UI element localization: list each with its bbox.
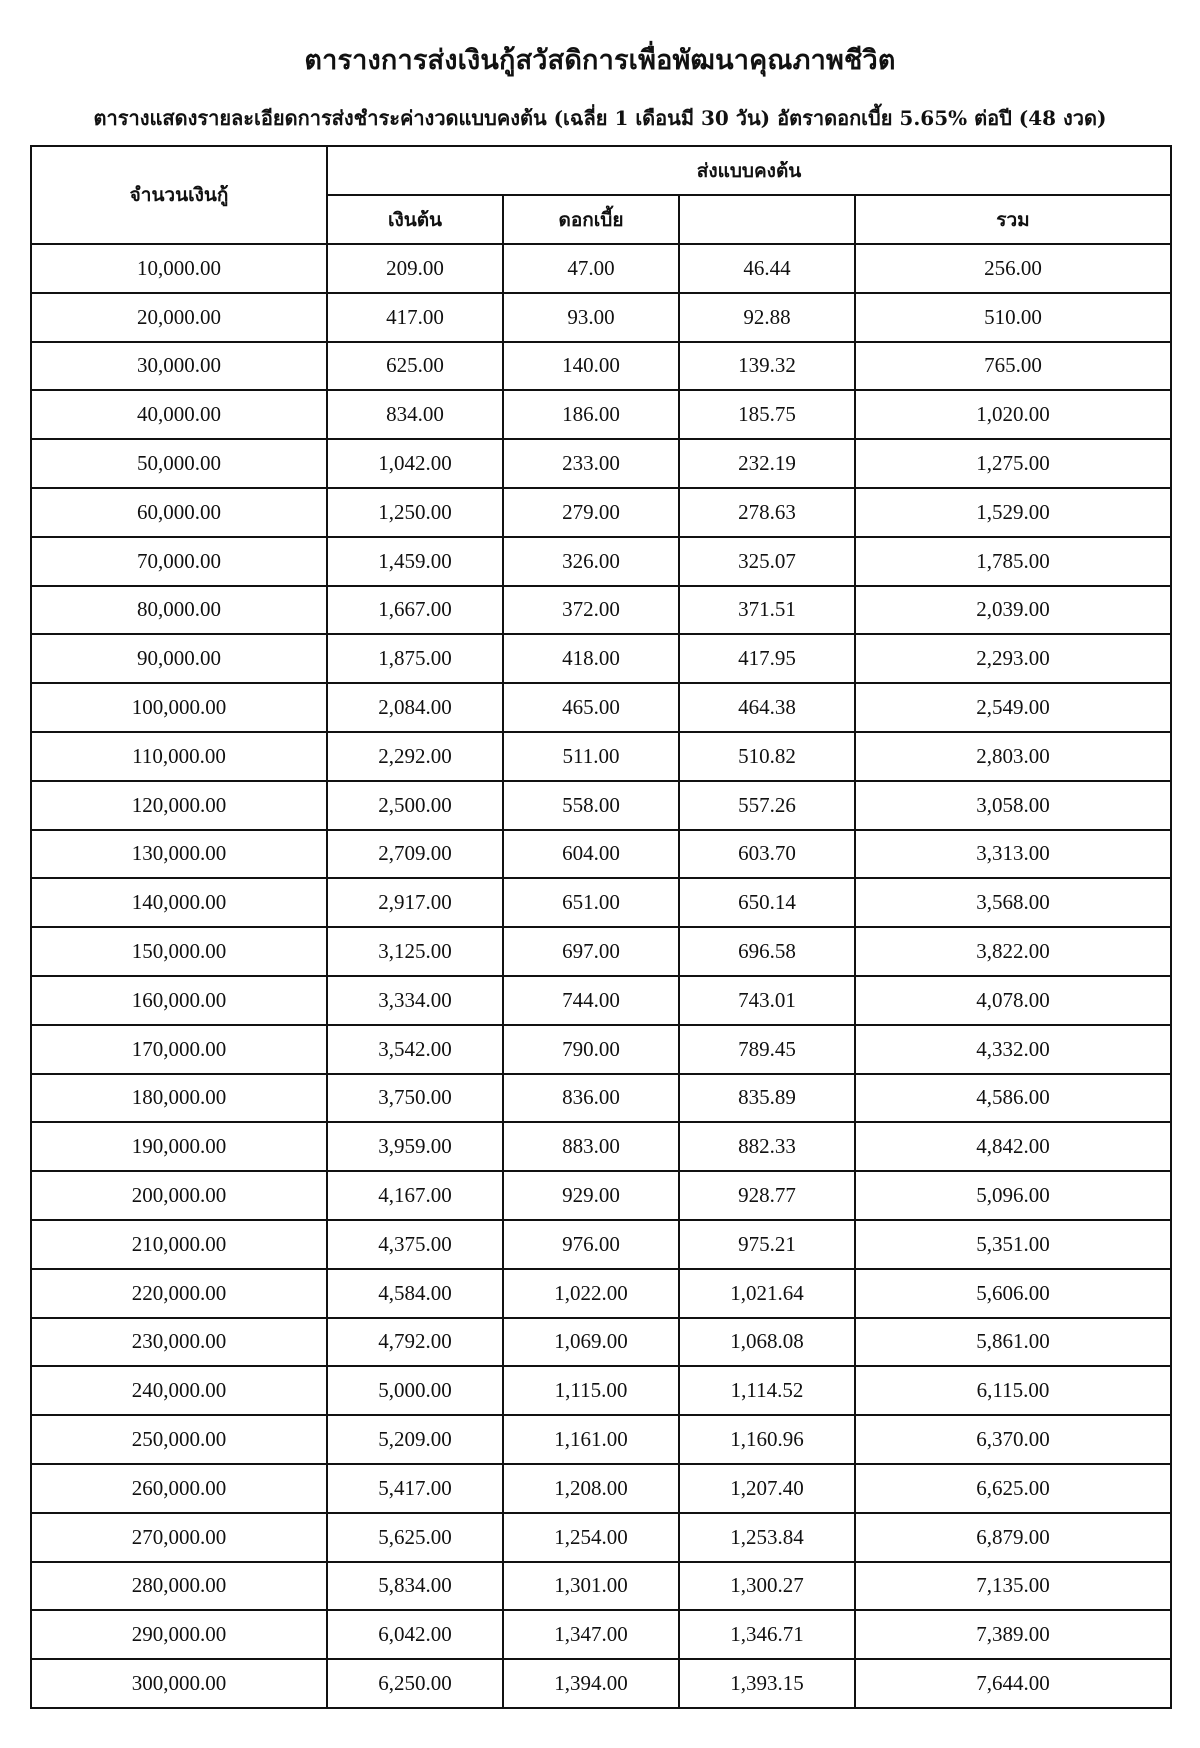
cell-principal: 2,500.00 (327, 781, 503, 830)
cell-loan-amount: 260,000.00 (31, 1464, 327, 1513)
cell-principal: 2,292.00 (327, 732, 503, 781)
cell-total: 510.00 (855, 293, 1171, 342)
cell-loan-amount: 250,000.00 (31, 1415, 327, 1464)
cell-loan-amount: 160,000.00 (31, 976, 327, 1025)
cell-loan-amount: 80,000.00 (31, 586, 327, 635)
table-row (31, 1318, 1171, 1367)
cell-interest: 465.00 (503, 683, 679, 732)
cell-interest: 279.00 (503, 488, 679, 537)
cell-exact-interest: 1,300.27 (679, 1562, 855, 1611)
header-loan-amount: จำนวนเงินกู้ (31, 146, 327, 244)
cell-interest: 418.00 (503, 634, 679, 683)
cell-exact-interest: 464.38 (679, 683, 855, 732)
cell-interest: 1,301.00 (503, 1562, 679, 1611)
cell-exact-interest: 92.88 (679, 293, 855, 342)
cell-total: 4,586.00 (855, 1074, 1171, 1123)
cell-exact-interest: 325.07 (679, 537, 855, 586)
cell-exact-interest: 46.44 (679, 244, 855, 293)
cell-total: 3,058.00 (855, 781, 1171, 830)
cell-total: 6,625.00 (855, 1464, 1171, 1513)
cell-loan-amount: 300,000.00 (31, 1659, 327, 1708)
table-body (31, 244, 1171, 1708)
cell-principal: 6,250.00 (327, 1659, 503, 1708)
table-row (31, 488, 1171, 537)
cell-loan-amount: 10,000.00 (31, 244, 327, 293)
header-interest: ดอกเบี้ย (503, 195, 679, 244)
cell-exact-interest: 278.63 (679, 488, 855, 537)
cell-exact-interest: 1,253.84 (679, 1513, 855, 1562)
cell-principal: 3,125.00 (327, 927, 503, 976)
cell-loan-amount: 140,000.00 (31, 878, 327, 927)
table-row (31, 634, 1171, 683)
cell-total: 3,822.00 (855, 927, 1171, 976)
cell-interest: 326.00 (503, 537, 679, 586)
cell-exact-interest: 835.89 (679, 1074, 855, 1123)
table-row (31, 830, 1171, 879)
table-row (31, 390, 1171, 439)
table-row (31, 342, 1171, 391)
cell-interest: 511.00 (503, 732, 679, 781)
loan-payment-table (30, 145, 1172, 1709)
table-row (31, 878, 1171, 927)
cell-interest: 790.00 (503, 1025, 679, 1074)
table-row (31, 1025, 1171, 1074)
cell-total: 4,332.00 (855, 1025, 1171, 1074)
cell-interest: 976.00 (503, 1220, 679, 1269)
header-blank (679, 195, 855, 244)
cell-principal: 625.00 (327, 342, 503, 391)
cell-loan-amount: 50,000.00 (31, 439, 327, 488)
cell-interest: 883.00 (503, 1122, 679, 1171)
cell-loan-amount: 100,000.00 (31, 683, 327, 732)
cell-exact-interest: 557.26 (679, 781, 855, 830)
cell-principal: 1,250.00 (327, 488, 503, 537)
cell-loan-amount: 70,000.00 (31, 537, 327, 586)
cell-total: 1,275.00 (855, 439, 1171, 488)
cell-loan-amount: 220,000.00 (31, 1269, 327, 1318)
cell-exact-interest: 1,114.52 (679, 1366, 855, 1415)
cell-loan-amount: 290,000.00 (31, 1610, 327, 1659)
cell-principal: 3,750.00 (327, 1074, 503, 1123)
table-row (31, 1562, 1171, 1611)
table-row (31, 1122, 1171, 1171)
cell-exact-interest: 882.33 (679, 1122, 855, 1171)
cell-loan-amount: 200,000.00 (31, 1171, 327, 1220)
table-row (31, 976, 1171, 1025)
cell-principal: 5,834.00 (327, 1562, 503, 1611)
cell-interest: 836.00 (503, 1074, 679, 1123)
cell-loan-amount: 170,000.00 (31, 1025, 327, 1074)
cell-interest: 47.00 (503, 244, 679, 293)
cell-total: 5,606.00 (855, 1269, 1171, 1318)
cell-exact-interest: 928.77 (679, 1171, 855, 1220)
table-row (31, 537, 1171, 586)
table-header (31, 146, 1171, 244)
cell-interest: 1,069.00 (503, 1318, 679, 1367)
cell-total: 1,529.00 (855, 488, 1171, 537)
cell-total: 2,549.00 (855, 683, 1171, 732)
cell-principal: 3,959.00 (327, 1122, 503, 1171)
cell-total: 765.00 (855, 342, 1171, 391)
cell-principal: 417.00 (327, 293, 503, 342)
cell-loan-amount: 110,000.00 (31, 732, 327, 781)
cell-exact-interest: 696.58 (679, 927, 855, 976)
cell-total: 6,879.00 (855, 1513, 1171, 1562)
table-row (31, 1171, 1171, 1220)
cell-total: 7,644.00 (855, 1659, 1171, 1708)
cell-total: 6,370.00 (855, 1415, 1171, 1464)
cell-interest: 558.00 (503, 781, 679, 830)
table-row (31, 1269, 1171, 1318)
cell-total: 4,842.00 (855, 1122, 1171, 1171)
cell-total: 1,785.00 (855, 537, 1171, 586)
cell-loan-amount: 190,000.00 (31, 1122, 327, 1171)
cell-total: 3,313.00 (855, 830, 1171, 879)
table-row (31, 927, 1171, 976)
cell-exact-interest: 371.51 (679, 586, 855, 635)
cell-total: 4,078.00 (855, 976, 1171, 1025)
header-constant-principal: ส่งแบบคงต้น (327, 146, 1171, 195)
cell-loan-amount: 270,000.00 (31, 1513, 327, 1562)
cell-principal: 4,375.00 (327, 1220, 503, 1269)
cell-interest: 1,347.00 (503, 1610, 679, 1659)
table-row (31, 1659, 1171, 1708)
cell-interest: 1,254.00 (503, 1513, 679, 1562)
cell-exact-interest: 975.21 (679, 1220, 855, 1269)
cell-exact-interest: 139.32 (679, 342, 855, 391)
cell-exact-interest: 1,393.15 (679, 1659, 855, 1708)
cell-total: 5,096.00 (855, 1171, 1171, 1220)
cell-principal: 1,459.00 (327, 537, 503, 586)
cell-principal: 5,625.00 (327, 1513, 503, 1562)
cell-exact-interest: 417.95 (679, 634, 855, 683)
cell-total: 2,293.00 (855, 634, 1171, 683)
cell-exact-interest: 1,207.40 (679, 1464, 855, 1513)
cell-exact-interest: 1,160.96 (679, 1415, 855, 1464)
cell-exact-interest: 1,346.71 (679, 1610, 855, 1659)
cell-loan-amount: 210,000.00 (31, 1220, 327, 1269)
cell-interest: 929.00 (503, 1171, 679, 1220)
cell-principal: 4,584.00 (327, 1269, 503, 1318)
cell-principal: 3,334.00 (327, 976, 503, 1025)
cell-loan-amount: 20,000.00 (31, 293, 327, 342)
cell-principal: 5,209.00 (327, 1415, 503, 1464)
cell-loan-amount: 40,000.00 (31, 390, 327, 439)
cell-principal: 2,917.00 (327, 878, 503, 927)
cell-exact-interest: 650.14 (679, 878, 855, 927)
cell-total: 256.00 (855, 244, 1171, 293)
cell-loan-amount: 230,000.00 (31, 1318, 327, 1367)
cell-principal: 209.00 (327, 244, 503, 293)
table-row (31, 683, 1171, 732)
table-row (31, 293, 1171, 342)
cell-exact-interest: 603.70 (679, 830, 855, 879)
cell-total: 3,568.00 (855, 878, 1171, 927)
cell-interest: 1,394.00 (503, 1659, 679, 1708)
table-row (31, 1366, 1171, 1415)
cell-exact-interest: 510.82 (679, 732, 855, 781)
cell-loan-amount: 130,000.00 (31, 830, 327, 879)
cell-loan-amount: 240,000.00 (31, 1366, 327, 1415)
cell-interest: 697.00 (503, 927, 679, 976)
cell-interest: 372.00 (503, 586, 679, 635)
table-row (31, 1220, 1171, 1269)
cell-principal: 834.00 (327, 390, 503, 439)
cell-interest: 1,161.00 (503, 1415, 679, 1464)
table-row (31, 1074, 1171, 1123)
cell-interest: 744.00 (503, 976, 679, 1025)
cell-interest: 1,115.00 (503, 1366, 679, 1415)
cell-principal: 2,709.00 (327, 830, 503, 879)
table-row (31, 732, 1171, 781)
cell-principal: 4,167.00 (327, 1171, 503, 1220)
cell-total: 6,115.00 (855, 1366, 1171, 1415)
cell-principal: 3,542.00 (327, 1025, 503, 1074)
cell-interest: 651.00 (503, 878, 679, 927)
header-principal: เงินต้น (327, 195, 503, 244)
cell-principal: 1,042.00 (327, 439, 503, 488)
cell-exact-interest: 1,068.08 (679, 1318, 855, 1367)
cell-exact-interest: 232.19 (679, 439, 855, 488)
cell-total: 2,803.00 (855, 732, 1171, 781)
cell-principal: 4,792.00 (327, 1318, 503, 1367)
table-row (31, 244, 1171, 293)
cell-interest: 604.00 (503, 830, 679, 879)
cell-exact-interest: 185.75 (679, 390, 855, 439)
cell-exact-interest: 743.01 (679, 976, 855, 1025)
cell-exact-interest: 789.45 (679, 1025, 855, 1074)
cell-total: 7,389.00 (855, 1610, 1171, 1659)
cell-interest: 1,022.00 (503, 1269, 679, 1318)
cell-total: 2,039.00 (855, 586, 1171, 635)
cell-loan-amount: 60,000.00 (31, 488, 327, 537)
cell-loan-amount: 120,000.00 (31, 781, 327, 830)
cell-total: 7,135.00 (855, 1562, 1171, 1611)
cell-interest: 93.00 (503, 293, 679, 342)
cell-loan-amount: 30,000.00 (31, 342, 327, 391)
cell-total: 5,861.00 (855, 1318, 1171, 1367)
cell-principal: 5,417.00 (327, 1464, 503, 1513)
cell-total: 1,020.00 (855, 390, 1171, 439)
cell-interest: 233.00 (503, 439, 679, 488)
table-row (31, 1464, 1171, 1513)
cell-total: 5,351.00 (855, 1220, 1171, 1269)
table-row (31, 781, 1171, 830)
cell-interest: 140.00 (503, 342, 679, 391)
cell-loan-amount: 280,000.00 (31, 1562, 327, 1611)
cell-principal: 6,042.00 (327, 1610, 503, 1659)
header-total: รวม (855, 195, 1171, 244)
cell-principal: 2,084.00 (327, 683, 503, 732)
table-row (31, 439, 1171, 488)
cell-interest: 1,208.00 (503, 1464, 679, 1513)
cell-exact-interest: 1,021.64 (679, 1269, 855, 1318)
table-row (31, 586, 1171, 635)
cell-loan-amount: 180,000.00 (31, 1074, 327, 1123)
cell-interest: 186.00 (503, 390, 679, 439)
page-subtitle: ตารางแสดงรายละเอียดการส่งชำระค่างวดแบบคงต้น (เฉลี่ย 1 เดือนมี 30 วัน) อัตราดอกเบี้ย 5.65% ต่อปี (48 งวด) (93, 106, 1107, 130)
cell-loan-amount: 90,000.00 (31, 634, 327, 683)
cell-loan-amount: 150,000.00 (31, 927, 327, 976)
cell-principal: 5,000.00 (327, 1366, 503, 1415)
table-row (31, 1513, 1171, 1562)
cell-principal: 1,667.00 (327, 586, 503, 635)
page-title: ตารางการส่งเงินกู้สวัสดิการเพื่อพัฒนาคุณภาพชีวิต (304, 45, 896, 76)
table-row (31, 1610, 1171, 1659)
table-row (31, 1415, 1171, 1464)
cell-principal: 1,875.00 (327, 634, 503, 683)
